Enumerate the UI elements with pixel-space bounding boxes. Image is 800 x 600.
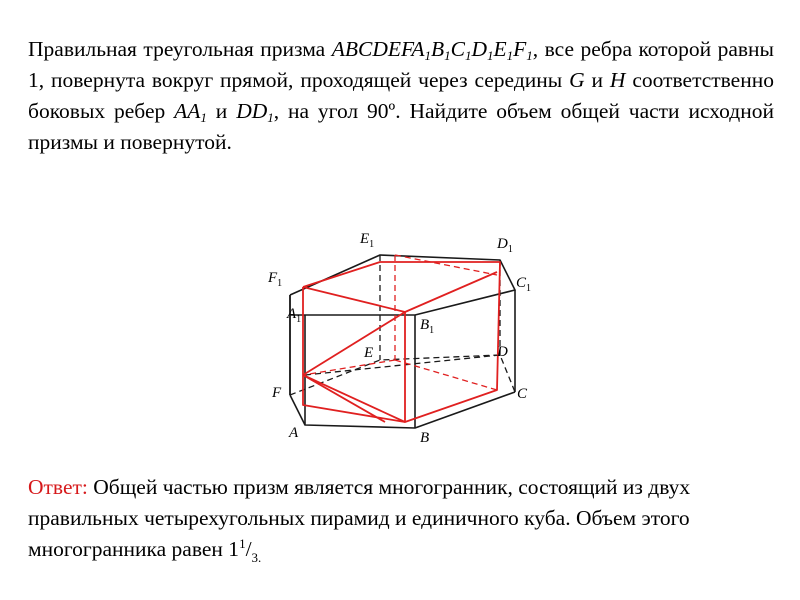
label-D: D: [497, 344, 508, 360]
label-E1: $E_1$: [360, 231, 375, 250]
label-A1: $A_1$: [287, 306, 302, 325]
label-D1: $D_1$: [497, 236, 513, 255]
rotated-hidden-edges: [303, 255, 497, 390]
rotated-prism-edges: [303, 262, 500, 422]
label-B1: $B_1$: [420, 317, 435, 336]
vertex-labels: [267, 231, 531, 446]
label-B: B: [420, 430, 430, 446]
label-C1: $C_1$: [516, 275, 532, 294]
problem-text: Правильная треугольная призма $ABCDEFA_1B_1C_1D_1E_1F_1$, все ребра которой равны 1, повернута вокруг прямой, проходящей через середины G и H соответственно боковых ребер $AA_1$ и $DD_1$, на угол 90º. Найдите объем общей части исходной призмы и повернутой.: [28, 37, 775, 154]
hidden-edges: [290, 255, 515, 395]
answer-label: Ответ:: [28, 475, 88, 499]
label-C: C: [517, 386, 528, 402]
label-A: A: [289, 425, 299, 441]
label-F1: $F_1$: [268, 270, 283, 289]
answer-text: Ответ: Общей частью призм является многогранник, состоящий из двух правильных четырехугольных пирамид и единичного куба. Объем этого многогранника равен $1^1/_{3.}$: [28, 475, 691, 565]
label-E: E: [364, 345, 374, 361]
label-F: F: [272, 385, 282, 401]
